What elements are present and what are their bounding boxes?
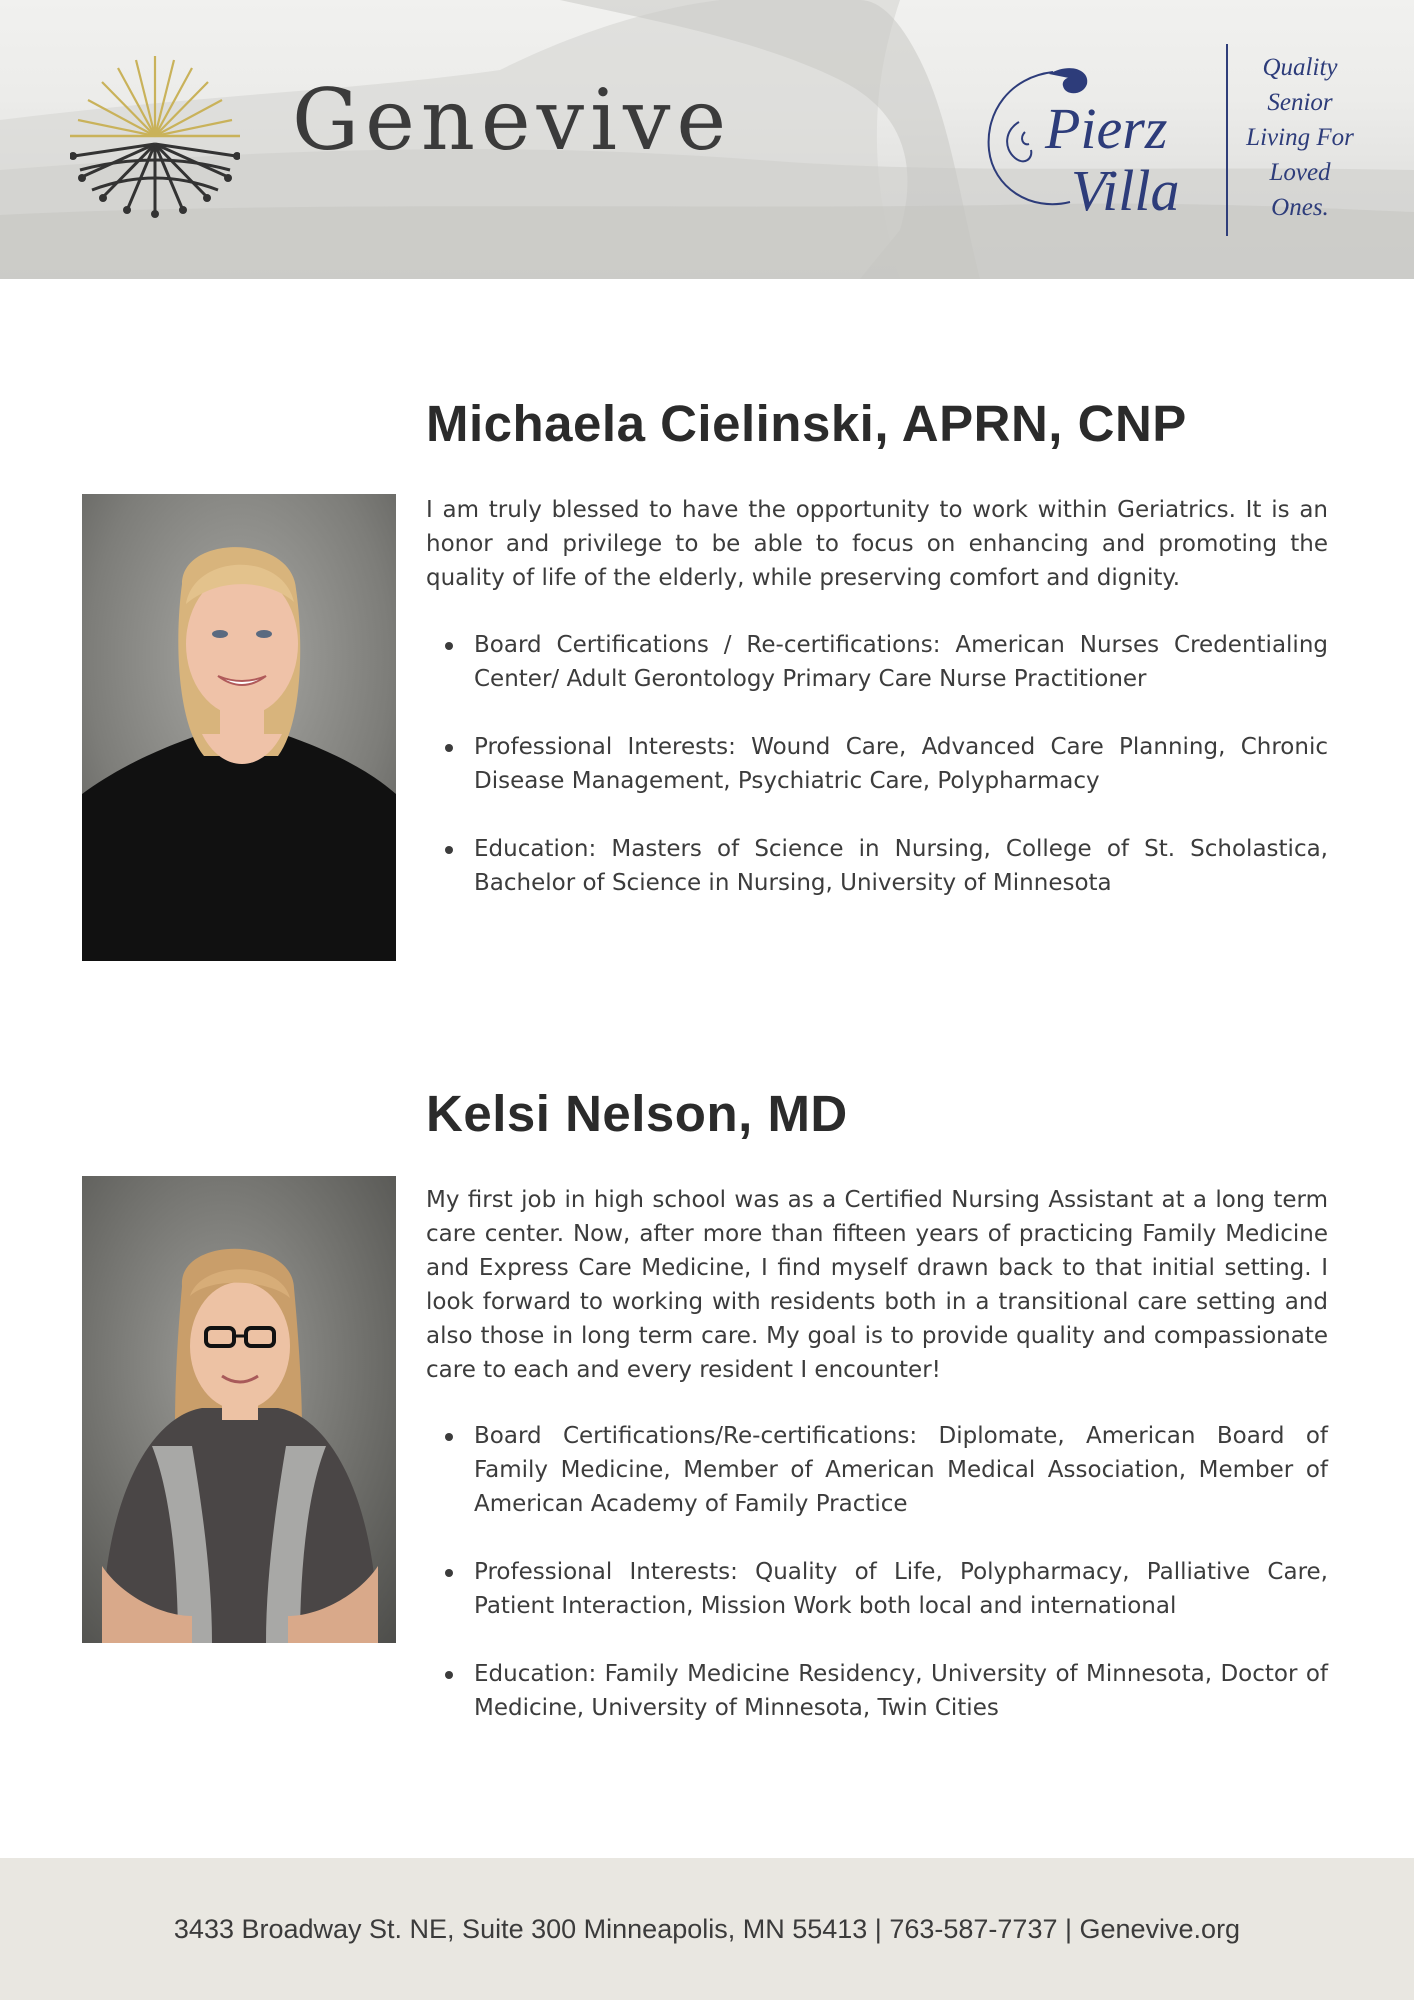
tagline-line: Quality bbox=[1262, 54, 1338, 81]
bullet-icon bbox=[445, 846, 453, 854]
list-item-text: Professional Interests: Quality of Life, Polypharmacy, Palliative Care, Patient Interaction, Mission Work both local and international bbox=[474, 1559, 1328, 1619]
list-item bbox=[426, 1419, 1328, 1521]
list-item bbox=[426, 832, 1328, 900]
profile-credentials-list bbox=[426, 628, 1328, 934]
logo-divider bbox=[1226, 44, 1228, 236]
tagline-line: Loved bbox=[1269, 159, 1331, 186]
profile-bio: My first job in high school was as a Certified Nursing Assistant at a long term care center. Now, after more than fifteen years of practicing Family Medicine and Express Care Medicine, I find myself drawn back to that initial setting. I look forward to working with residents both in a transitional care setting and also those in long term care. My goal is to provide quality and compassionate care to each and every resident I encounter! bbox=[426, 1187, 1328, 1383]
profile-photo-michaela bbox=[82, 494, 396, 961]
tagline-line: Living For bbox=[1246, 124, 1354, 151]
page-header bbox=[0, 0, 1414, 279]
list-item-text: Board Certifications / Re-certifications: American Nurses Credentialing Center/ Adult Gerontology Primary Care Nurse Practitioner bbox=[474, 632, 1328, 692]
list-item-text: Professional Interests: Wound Care, Advanced Care Planning, Chronic Disease Management, Psychiatric Care, Polypharmacy bbox=[474, 734, 1328, 794]
pierz-villa-line1: Pierz bbox=[1045, 96, 1168, 161]
bullet-icon bbox=[445, 1569, 453, 1577]
pierz-villa-line2: Villa bbox=[1071, 158, 1180, 223]
list-item-text: Board Certifications/Re-certifications: Diplomate, American Board of Family Medicine, Member of American Medical Association, Member of American Academy of Family Practice bbox=[474, 1423, 1328, 1517]
list-item bbox=[426, 628, 1328, 696]
profile-credentials-list bbox=[426, 1419, 1328, 1759]
footer-contact-info: 3433 Broadway St. NE, Suite 300 Minneapolis, MN 55413 | 763-587-7737 | Genevive.org bbox=[173, 1914, 1241, 1944]
genevive-wordmark: Genevive bbox=[292, 71, 733, 169]
tagline-line: Senior bbox=[1267, 89, 1333, 116]
profile-name: Kelsi Nelson, MD bbox=[426, 1085, 848, 1142]
bullet-icon bbox=[445, 1671, 453, 1679]
list-item-text: Education: Masters of Science in Nursing, College of St. Scholastica, Bachelor of Science in Nursing, University of Minnesota bbox=[474, 836, 1328, 896]
profile-bio: I am truly blessed to have the opportunity to work within Geriatrics. It is an honor and privilege to be able to focus on enhancing and promoting the quality of life of the elderly, while preserving comfort and dignity. bbox=[426, 497, 1328, 591]
bullet-icon bbox=[445, 642, 453, 650]
genevive-sunburst-logo bbox=[70, 52, 240, 222]
list-item-text: Education: Family Medicine Residency, University of Minnesota, Doctor of Medicine, University of Minnesota, Twin Cities bbox=[474, 1661, 1328, 1721]
pierz-villa-tagline bbox=[1238, 50, 1362, 225]
profile-name: Michaela Cielinski, APRN, CNP bbox=[426, 395, 1187, 452]
tagline-line: Ones. bbox=[1271, 194, 1329, 221]
list-item bbox=[426, 1657, 1328, 1725]
bullet-icon bbox=[445, 744, 453, 752]
bullet-icon bbox=[445, 1433, 453, 1441]
list-item bbox=[426, 1555, 1328, 1623]
page-footer bbox=[0, 1858, 1414, 2000]
pierz-villa-logo bbox=[975, 52, 1215, 242]
profile-photo-kelsi bbox=[82, 1176, 396, 1643]
list-item bbox=[426, 730, 1328, 798]
